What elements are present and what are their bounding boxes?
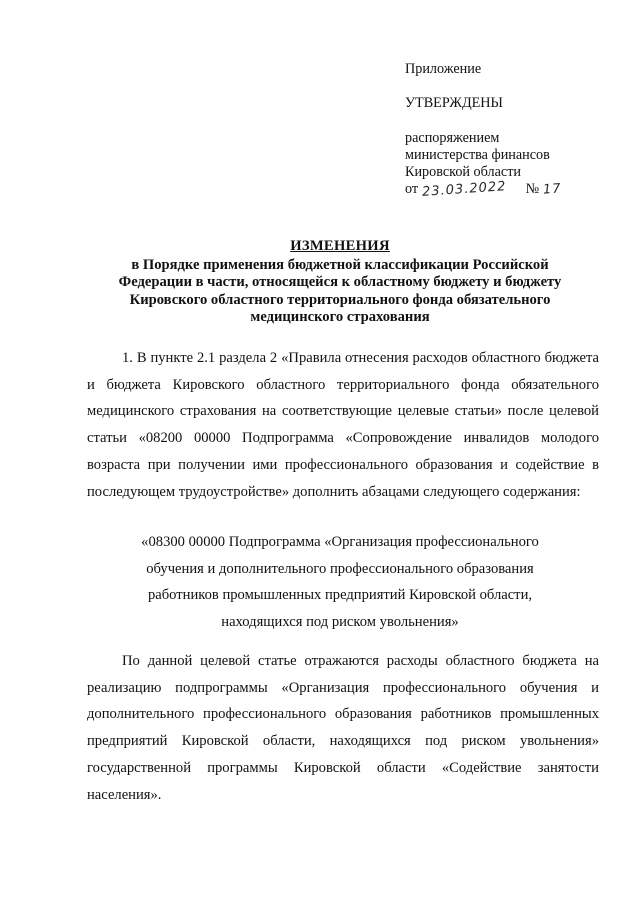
handwritten-number: 17 (542, 181, 562, 198)
paragraph-2-text: По данной целевой статье отражаются расходы областного бюджета на реализацию подпрограммы «Организация профессионального обучения и дополнительного профессионального образования работников промышленных предприятий Кировской области, находящихся под риском увольнения» государственной программы Кировской области «Содействие занятости населения». (87, 653, 599, 803)
number-label: № (525, 181, 540, 197)
approval-line-2: министерства финансов (405, 147, 550, 163)
annex-label: Приложение (405, 61, 482, 77)
quote-line-4: находящихся под риском увольнения» (221, 614, 459, 631)
quote-line-1: «08300 00000 Подпрограмма «Организация профессионального (141, 534, 539, 550)
quote-line-3: работников промышленных предприятий Кировской области, (147, 587, 533, 604)
title-line-3: Кировского областного территориального фонда обязательного (129, 291, 551, 308)
from-label: от (405, 181, 419, 197)
paragraph-1 (87, 345, 599, 505)
title-line-2: Федерации в части, относящейся к областному бюджету и бюджету (118, 274, 562, 290)
approval-line-3: Кировской области (405, 164, 521, 180)
paragraph-1-text: 1. В пункте 2.1 раздела 2 «Правила отнесения расходов областного бюджета и бюджета Кировского областного территориального фонда обязательного медицинского страхования на соответствующие целевые статьи» после целевой статьи «08200 00000 Подпрограмма «Сопровождение инвалидов молодого возраста при получении ими профессионального образования и содействие в последующем трудоустройстве» дополнить абзацами следующего содержания: (87, 350, 599, 500)
handwritten-date: 23.03.2022 (421, 179, 507, 200)
paragraph-2 (87, 648, 599, 808)
title-line-1: в Порядке применения бюджетной классификации Российской (131, 256, 549, 273)
title-heading: ИЗМЕНЕНИЯ (290, 238, 390, 254)
document-title (60, 238, 620, 327)
quote-line-2: обучения и дополнительного профессионального образования (146, 560, 534, 577)
approval-block (405, 61, 625, 198)
title-line-4: медицинского страхования (250, 309, 430, 325)
approval-date-line (405, 181, 625, 198)
inserted-quote (120, 529, 560, 636)
approved-label: УТВЕРЖДЕНЫ (405, 95, 503, 111)
approval-line-1: распоряжением (405, 130, 500, 146)
